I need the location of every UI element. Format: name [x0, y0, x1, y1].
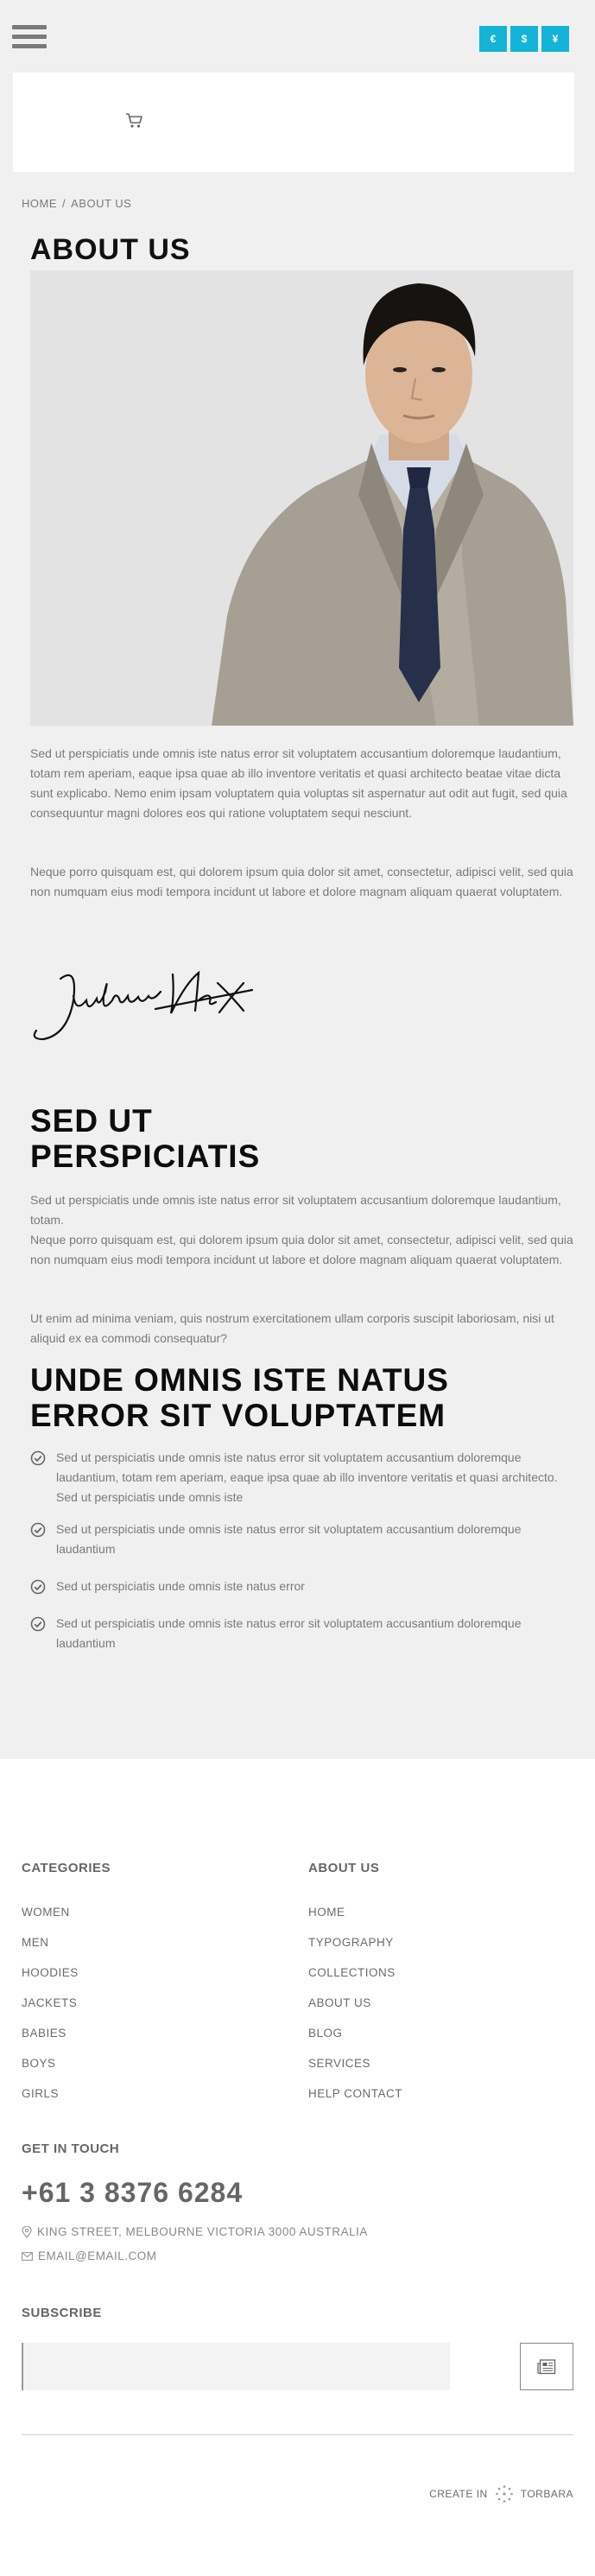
list-item — [30, 1448, 574, 1520]
section1-paragraph-1: Sed ut perspiciatis unde omnis iste natus error sit voluptatem accusantium doloremque laudantium, totam. — [30, 1193, 561, 1227]
subscribe-email-input[interactable] — [22, 2343, 450, 2390]
category-link-women[interactable]: WOMEN — [22, 1906, 70, 1919]
currency-dollar-button[interactable]: $ — [510, 26, 538, 52]
list-item-text: Sed ut perspiciatis unde omnis iste natus error sit voluptatem accusantium doloremque laudantium, totam rem aperiam, eaque ipsa quae ab illo inventore veritatis et quasi architecto. Sed ut perspiciatis unde omnis iste — [56, 1450, 558, 1504]
footer-divider — [22, 2434, 573, 2435]
address-row — [22, 2225, 368, 2238]
email-row — [22, 2249, 156, 2262]
list-item-text: Sed ut perspiciatis unde omnis iste natus error sit voluptatem accusantium doloremque laudantium — [56, 1616, 522, 1650]
page-title: ABOUT US — [30, 233, 191, 266]
signature-image — [26, 949, 259, 1052]
list-item-text: Sed ut perspiciatis unde omnis iste natus error sit voluptatem accusantium doloremque laudantium — [56, 1522, 522, 1556]
section2-title-line1: UNDE OMNIS ISTE NATUS — [30, 1362, 449, 1398]
currency-switcher — [479, 26, 569, 52]
hamburger-menu-icon[interactable] — [12, 25, 47, 53]
breadcrumb-current: ABOUT US — [71, 197, 132, 210]
category-link-girls[interactable]: GIRLS — [22, 2087, 60, 2100]
categories-list — [22, 1904, 79, 2116]
list-item — [30, 1520, 574, 1577]
category-link-men[interactable]: MEN — [22, 1936, 49, 1949]
about-list — [308, 1904, 402, 2116]
map-pin-icon — [22, 2226, 32, 2238]
currency-yen-button[interactable]: ¥ — [541, 26, 569, 52]
feature-checklist — [30, 1448, 574, 1653]
hero-portrait-image — [30, 270, 573, 726]
about-title: ABOUT US — [308, 1861, 380, 1875]
breadcrumb-separator: / — [62, 197, 66, 210]
categories-title: CATEGORIES — [22, 1861, 111, 1875]
portrait-illustration — [30, 270, 573, 726]
cart-icon[interactable] — [125, 111, 144, 130]
footer-credit — [429, 2484, 573, 2503]
list-item — [30, 1614, 574, 1653]
about-link-collections[interactable]: COLLECTIONS — [308, 1966, 396, 1979]
check-circle-icon — [30, 1579, 46, 1595]
breadcrumb-home-link[interactable]: HOME — [22, 197, 57, 210]
site-footer — [0, 1759, 595, 2576]
intro-paragraph-1: Sed ut perspiciatis unde omnis iste natus error sit voluptatem accusantium doloremque laudantium, totam rem aperiam, eaque ipsa quae ab illo inventore veritatis et quasi architecto beatae vitae dicta sunt explicabo. Nemo enim ipsam voluptatem quia voluptas sit aspernatur aut odit aut fugit, sed quia consequuntur magni dolores eos qui ratione voluptatem sequi nesciunt. — [30, 746, 567, 820]
section1-title-line2: PERSPICIATIS — [30, 1139, 261, 1174]
section1-title — [30, 1103, 260, 1174]
check-circle-icon — [30, 1450, 46, 1466]
subscribe-button[interactable] — [520, 2343, 573, 2390]
about-link-help-contact[interactable]: HELP CONTACT — [308, 2087, 403, 2100]
intro-paragraph-2: Neque porro quisquam est, qui dolorem ipsum quia dolor sit amet, consectetur, adipisci velit, sed quia non numquam eius modi tempora incidunt ut labore et dolore magnam aliquam quaerat voluptatem. — [30, 865, 573, 898]
currency-euro-button[interactable]: € — [479, 26, 507, 52]
subscribe-title: SUBSCRIBE — [22, 2306, 102, 2320]
category-link-jackets[interactable]: JACKETS — [22, 1996, 78, 2009]
list-item-text: Sed ut perspiciatis unde omnis iste natus error — [56, 1579, 305, 1593]
header-panel — [13, 73, 574, 172]
section1-paragraph-3: Ut enim ad minima veniam, quis nostrum exercitationem ullam corporis suscipit laboriosam, nisi ut aliquid ex ea commodi consequatur? — [30, 1311, 554, 1345]
newsletter-icon — [537, 2359, 556, 2375]
section1-title-line1: SED UT — [30, 1103, 153, 1139]
about-link-home[interactable]: HOME — [308, 1906, 345, 1919]
category-link-hoodies[interactable]: HOODIES — [22, 1966, 79, 1979]
about-link-services[interactable]: SERVICES — [308, 2057, 371, 2070]
address-text: KING STREET, MELBOURNE VICTORIA 3000 AUSTRALIA — [37, 2225, 368, 2238]
category-link-babies[interactable]: BABIES — [22, 2027, 66, 2040]
about-link-typography[interactable]: TYPOGRAPHY — [308, 1936, 394, 1949]
check-circle-icon — [30, 1522, 46, 1538]
get-in-touch-title: GET IN TOUCH — [22, 2141, 120, 2156]
category-link-boys[interactable]: BOYS — [22, 2057, 56, 2070]
section1-paragraph-2: Neque porro quisquam est, qui dolorem ipsum quia dolor sit amet, consectetur, adipisci velit, sed quia non numquam eius modi tempora incidunt ut labore et dolore magnam aliquam quaerat voluptatem. — [30, 1233, 573, 1266]
credit-brand-link[interactable]: TORBARA — [520, 2488, 573, 2500]
torbara-logo-icon — [495, 2484, 514, 2503]
about-link-about-us[interactable]: ABOUT US — [308, 1996, 371, 2009]
credit-prefix: CREATE IN — [429, 2488, 488, 2500]
phone-number[interactable]: +61 3 8376 6284 — [22, 2177, 244, 2208]
email-link[interactable]: EMAIL@EMAIL.COM — [38, 2249, 157, 2262]
list-item — [30, 1577, 574, 1614]
check-circle-icon — [30, 1616, 46, 1632]
section2-title-line2: ERROR SIT VOLUPTATEM — [30, 1398, 446, 1433]
envelope-icon — [22, 2252, 33, 2261]
about-link-blog[interactable]: BLOG — [308, 2027, 343, 2040]
section2-title — [30, 1362, 449, 1433]
breadcrumb — [22, 197, 131, 210]
